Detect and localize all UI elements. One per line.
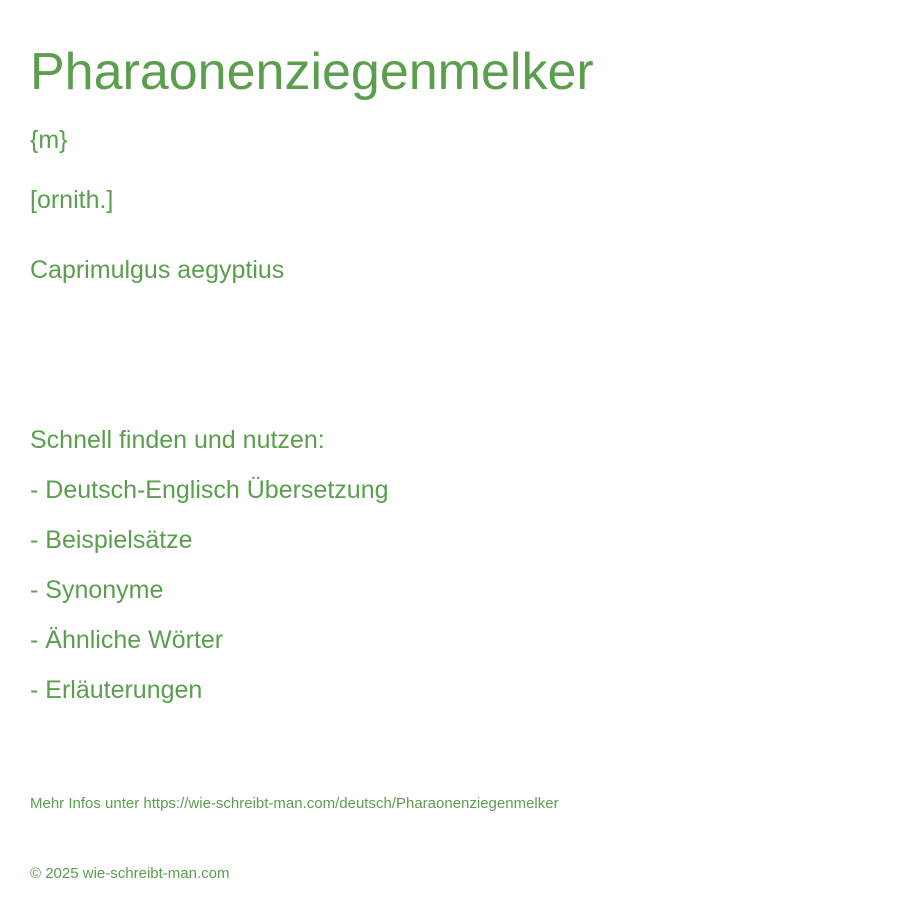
grammatical-gender: {m} — [30, 126, 68, 154]
quick-link-similar-words: - Ähnliche Wörter — [30, 626, 224, 654]
more-info-link: Mehr Infos unter https://wie-schreibt-man.com/deutsch/Pharaonenziegenmelker — [30, 795, 559, 812]
page-title: Pharaonenziegenmelker — [30, 43, 594, 101]
quick-link-synonyms: - Synonyme — [30, 576, 164, 604]
quick-links-heading: Schnell finden und nutzen: — [30, 426, 325, 454]
quick-link-explanations: - Erläuterungen — [30, 676, 203, 704]
subject-domain: [ornith.] — [30, 186, 114, 214]
quick-link-translation: - Deutsch-Englisch Übersetzung — [30, 476, 389, 504]
copyright-notice: © 2025 wie-schreibt-man.com — [30, 865, 230, 882]
quick-link-example-sentences: - Beispielsätze — [30, 526, 193, 554]
latin-name: Caprimulgus aegyptius — [30, 256, 285, 284]
